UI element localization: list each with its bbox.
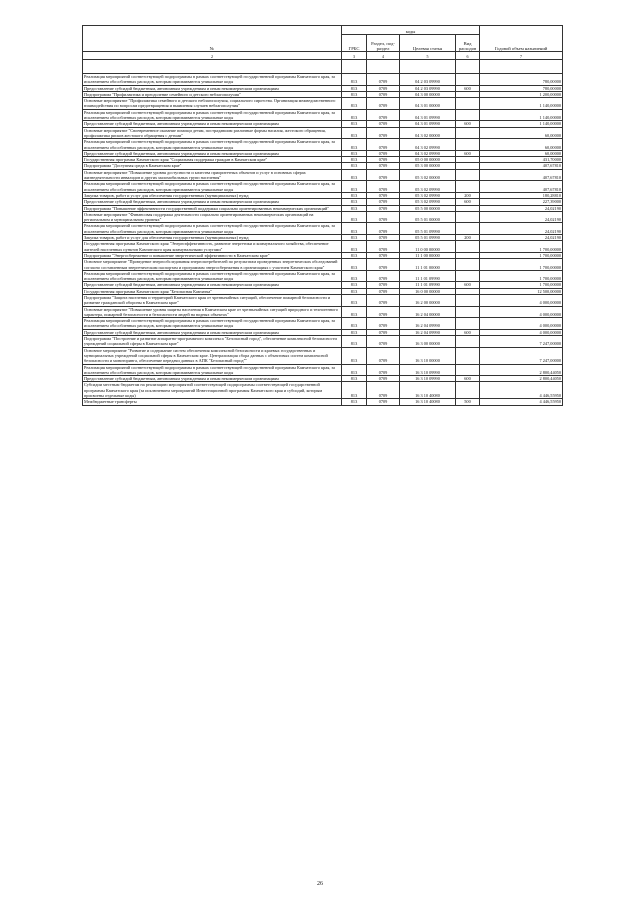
row-amount-cell: 24,02190: [480, 205, 563, 211]
row-target-cell: 16 3 10 00000: [400, 347, 456, 364]
row-target-cell: 05 5 01 00000: [400, 211, 456, 223]
row-expense-type-cell: [456, 318, 480, 330]
row-section-cell: 0709: [367, 294, 400, 306]
row-grbs-cell: 813: [342, 181, 367, 193]
row-section-cell: 0709: [367, 205, 400, 211]
row-amount-cell: 60,00000: [480, 127, 563, 139]
row-target-cell: 11 1 01 09990: [400, 282, 456, 288]
spacer-row: [83, 60, 563, 74]
row-section-cell: 0709: [367, 347, 400, 364]
row-grbs-cell: 813: [342, 91, 367, 97]
row-grbs-cell: 813: [342, 192, 367, 198]
row-grbs-cell: 813: [342, 127, 367, 139]
header-number: №: [83, 26, 342, 52]
row-amount-cell: 2 800,44050: [480, 376, 563, 382]
row-amount-cell: 1 140,00000: [480, 121, 563, 127]
row-section-cell: 0709: [367, 270, 400, 282]
row-amount-cell: 1 140,00000: [480, 109, 563, 121]
row-name-cell: Подпрограмма "Доступная среда в Камчатском крае": [83, 163, 342, 169]
row-target-cell: 05 3 02 00000: [400, 169, 456, 181]
row-expense-type-cell: [456, 347, 480, 364]
row-name-cell: Предоставление субсидий бюджетным, автономным учреждениям и иным некоммерческим организациям: [83, 376, 342, 382]
row-target-cell: 16 2 04 09990: [400, 329, 456, 335]
row-target-cell: 05 3 02 09990: [400, 199, 456, 205]
row-amount-cell: 780,00000: [480, 85, 563, 91]
row-expense-type-cell: [456, 211, 480, 223]
row-name-cell: Реализация мероприятий соответствующей подпрограммы в рамках соответствующей государственной программы Камчатского края, за исключением обособленных расходов, которым присваиваются уникальные коды: [83, 139, 342, 151]
row-section-cell: 0709: [367, 127, 400, 139]
table-row: [83, 336, 563, 348]
row-amount-cell: 4 446,55950: [480, 382, 563, 399]
row-expense-type-cell: [456, 139, 480, 151]
row-target-cell: 04 3 02 09990: [400, 150, 456, 156]
row-amount-cell: 780,00000: [480, 74, 563, 86]
budget-table: [82, 25, 563, 406]
row-name-cell: Предоставление субсидий бюджетным, автономным учреждениям и иным некоммерческим организациям: [83, 329, 342, 335]
table-row: [83, 139, 563, 151]
row-section-cell: 0709: [367, 235, 400, 241]
row-amount-cell: 1 700,00000: [480, 241, 563, 253]
row-amount-cell: 407,67810: [480, 163, 563, 169]
row-grbs-cell: 813: [342, 205, 367, 211]
row-section-cell: 0709: [367, 121, 400, 127]
row-name-cell: Основные мероприятие "Повышение уровня доступности и качества приоритетных объектов и услуг в основных сферах жизнедеятельности инвалидов и других маломобильных групп населения": [83, 169, 342, 181]
row-grbs-cell: 813: [342, 241, 367, 253]
header-row: [83, 26, 563, 35]
table-row: [83, 318, 563, 330]
row-section-cell: 0709: [367, 85, 400, 91]
row-target-cell: 16 2 04 09990: [400, 318, 456, 330]
header-section: Раздел, под-раздел: [367, 35, 400, 52]
row-target-cell: 04 3 02 09990: [400, 139, 456, 151]
row-section-cell: 0709: [367, 98, 400, 110]
row-amount-cell: 1 700,00000: [480, 282, 563, 288]
row-grbs-cell: 813: [342, 399, 367, 405]
row-grbs-cell: 813: [342, 282, 367, 288]
row-amount-cell: 407,67810: [480, 169, 563, 181]
row-grbs-cell: 813: [342, 252, 367, 258]
table-row: [83, 306, 563, 318]
row-target-cell: 05 3 02 09990: [400, 181, 456, 193]
row-grbs-cell: 813: [342, 157, 367, 163]
row-name-cell: Реализация мероприятий соответствующей подпрограммы в рамках соответствующей государственной программы Камчатского края, за исключением обособленных расходов, которым присваиваются уникальные коды: [83, 364, 342, 376]
row-target-cell: 16 3 10 40080: [400, 399, 456, 405]
row-name-cell: Государственная программа Камчатского края "Социальная поддержка граждан в Камчатском крае": [83, 157, 342, 163]
row-section-cell: 0709: [367, 150, 400, 156]
row-name-cell: Закупка товаров, работ и услуг для обеспечения государственных (муниципальных) нужд: [83, 235, 342, 241]
row-name-cell: Подпрограмма "Энергосбережение и повышение энергетической эффективности в Камчатском крае": [83, 252, 342, 258]
row-expense-type-cell: 200: [456, 235, 480, 241]
row-expense-type-cell: 600: [456, 329, 480, 335]
row-grbs-cell: 813: [342, 347, 367, 364]
table-row: [83, 347, 563, 364]
column-index-row: [83, 52, 563, 60]
row-section-cell: 0709: [367, 199, 400, 205]
table-row: [83, 169, 563, 181]
row-section-cell: 0709: [367, 109, 400, 121]
row-target-cell: 04 2 03 09990: [400, 74, 456, 86]
row-name-cell: Подпрограмма "Защита населения и территорий Камчатского края от чрезвычайных ситуаций, обеспечение пожарной безопасности и развитие гражданской обороны в Камчатском крае": [83, 294, 342, 306]
row-section-cell: 0709: [367, 74, 400, 86]
row-expense-type-cell: 600: [456, 121, 480, 127]
row-grbs-cell: 813: [342, 150, 367, 156]
row-expense-type-cell: [456, 336, 480, 348]
row-expense-type-cell: [456, 241, 480, 253]
row-grbs-cell: 813: [342, 169, 367, 181]
row-amount-cell: 1 140,00000: [480, 98, 563, 110]
row-expense-type-cell: 200: [456, 192, 480, 198]
row-expense-type-cell: [456, 74, 480, 86]
page-number: 26: [317, 881, 323, 887]
row-expense-type-cell: 600: [456, 199, 480, 205]
row-name-cell: Подпрограмма "Построение и развитие аппаратно-программного комплекса "Безопасный город", обеспечение комплексной безопасности учреждений социальной сферы в Камчатском крае": [83, 336, 342, 348]
row-amount-cell: 1 700,00000: [480, 259, 563, 271]
table-body: [83, 74, 563, 406]
row-grbs-cell: 813: [342, 121, 367, 127]
row-grbs-cell: 813: [342, 306, 367, 318]
row-expense-type-cell: [456, 382, 480, 399]
row-expense-type-cell: [456, 109, 480, 121]
column-index: 6: [456, 52, 480, 60]
row-expense-type-cell: 600: [456, 376, 480, 382]
row-grbs-cell: 813: [342, 259, 367, 271]
row-grbs-cell: 813: [342, 199, 367, 205]
row-name-cell: Реализация мероприятий соответствующей подпрограммы в рамках соответствующей государственной программы Камчатского края, за исключением обособленных расходов, которым присваиваются уникальные коды: [83, 181, 342, 193]
row-expense-type-cell: [456, 294, 480, 306]
row-grbs-cell: 813: [342, 85, 367, 91]
table-row: [83, 270, 563, 282]
row-grbs-cell: 813: [342, 223, 367, 235]
row-target-cell: 04 3 01 00000: [400, 98, 456, 110]
row-section-cell: 0709: [367, 181, 400, 193]
row-name-cell: Государственная программа Камчатского края "Безопасная Камчатка": [83, 288, 342, 294]
row-target-cell: 16 2 04 00000: [400, 306, 456, 318]
table-row: [83, 127, 563, 139]
row-name-cell: Предоставление субсидий бюджетным, автономным учреждениям и иным некоммерческим организациям: [83, 85, 342, 91]
table-row: [83, 399, 563, 405]
row-amount-cell: 60,00000: [480, 139, 563, 151]
row-grbs-cell: 813: [342, 109, 367, 121]
table-row: [83, 223, 563, 235]
row-amount-cell: 7 247,00000: [480, 336, 563, 348]
table-row: [83, 109, 563, 121]
row-amount-cell: 431,70000: [480, 157, 563, 163]
row-target-cell: 11 1 01 00000: [400, 259, 456, 271]
row-grbs-cell: 813: [342, 74, 367, 86]
row-target-cell: 16 2 00 00000: [400, 294, 456, 306]
row-name-cell: Предоставление субсидий бюджетным, автономным учреждениям и иным некоммерческим организациям: [83, 150, 342, 156]
row-name-cell: Межбюджетные трансферты: [83, 399, 342, 405]
row-amount-cell: 1 700,00000: [480, 270, 563, 282]
row-section-cell: 0709: [367, 288, 400, 294]
header-grbs: ГРБС: [342, 35, 367, 52]
row-target-cell: 16 0 00 00000: [400, 288, 456, 294]
row-amount-cell: 12 500,00000: [480, 288, 563, 294]
row-grbs-cell: 813: [342, 235, 367, 241]
row-section-cell: 0709: [367, 399, 400, 405]
row-expense-type-cell: [456, 364, 480, 376]
row-grbs-cell: 813: [342, 211, 367, 223]
row-expense-type-cell: [456, 259, 480, 271]
header-amount: Годовой объем назначений: [480, 26, 563, 52]
row-name-cell: Предоставление субсидий бюджетным, автономным учреждениям и иным некоммерческим организациям: [83, 199, 342, 205]
row-amount-cell: 4 000,00000: [480, 318, 563, 330]
row-section-cell: 0709: [367, 169, 400, 181]
row-grbs-cell: 813: [342, 376, 367, 382]
row-grbs-cell: 813: [342, 139, 367, 151]
header-expense-type: Вид расходов: [456, 35, 480, 52]
header-target: Целевая статья: [400, 35, 456, 52]
row-name-cell: Реализация мероприятий соответствующей подпрограммы в рамках соответствующей государственной программы Камчатского края, за исключением обособленных расходов, которым присваиваются уникальные коды: [83, 109, 342, 121]
row-target-cell: 04 3 01 09990: [400, 109, 456, 121]
table-row: [83, 364, 563, 376]
row-section-cell: 0709: [367, 382, 400, 399]
table-row: [83, 294, 563, 306]
table-row: [83, 98, 563, 110]
row-amount-cell: 407,67810: [480, 181, 563, 193]
row-name-cell: Подпрограмма "Профилактика и преодоление семейного и детского неблагополучия": [83, 91, 342, 97]
row-name-cell: Предоставление субсидий бюджетным, автономным учреждениям и иным некоммерческим организациям: [83, 282, 342, 288]
row-target-cell: 11 0 00 00000: [400, 241, 456, 253]
row-amount-cell: 4 446,55950: [480, 399, 563, 405]
row-grbs-cell: 813: [342, 382, 367, 399]
row-grbs-cell: 813: [342, 364, 367, 376]
row-name-cell: Подпрограмма "Повышение эффективности государственной поддержки социально ориентированных некоммерческих организаций": [83, 205, 342, 211]
row-amount-cell: 24,02190: [480, 211, 563, 223]
row-target-cell: 05 3 02 09990: [400, 192, 456, 198]
row-name-cell: Реализация мероприятий соответствующей подпрограммы в рамках соответствующей государственной программы Камчатского края, за исключением обособленных расходов, которым присваиваются уникальные коды: [83, 74, 342, 86]
row-expense-type-cell: [456, 223, 480, 235]
column-index: 3: [342, 52, 367, 60]
row-target-cell: 04 2 03 09990: [400, 85, 456, 91]
row-name-cell: Субсидии местным бюджетам на реализацию мероприятий соответствующей подпрограммы соответствующей государственной программы Камчатского края (за исключением мероприятий Инвестиционной программы Камчатского края и субсидий, которым присвоены отдельные коды): [83, 382, 342, 399]
row-amount-cell: 4 000,00000: [480, 294, 563, 306]
row-section-cell: 0709: [367, 329, 400, 335]
table-row: [83, 259, 563, 271]
table-row: [83, 74, 563, 86]
row-section-cell: 0709: [367, 192, 400, 198]
row-section-cell: 0709: [367, 157, 400, 163]
row-grbs-cell: 813: [342, 270, 367, 282]
row-grbs-cell: 813: [342, 336, 367, 348]
column-index: 4: [367, 52, 400, 60]
header-codes: коды: [342, 26, 480, 35]
row-amount-cell: 60,00000: [480, 150, 563, 156]
row-grbs-cell: 813: [342, 294, 367, 306]
row-expense-type-cell: [456, 270, 480, 282]
row-amount-cell: 7 247,00000: [480, 347, 563, 364]
table-row: [83, 382, 563, 399]
row-target-cell: 05 5 01 09990: [400, 223, 456, 235]
row-grbs-cell: 813: [342, 98, 367, 110]
row-target-cell: 05 5 01 09990: [400, 235, 456, 241]
row-target-cell: 16 3 10 09990: [400, 364, 456, 376]
row-amount-cell: 227,39000: [480, 199, 563, 205]
row-amount-cell: 1 200,00000: [480, 91, 563, 97]
column-index: 7: [480, 52, 563, 60]
row-name-cell: Реализация мероприятий соответствующей подпрограммы в рамках соответствующей государственной программы Камчатского края, за исключением обособленных расходов, которым присваиваются уникальные коды: [83, 270, 342, 282]
row-grbs-cell: 813: [342, 288, 367, 294]
row-target-cell: 16 3 10 40080: [400, 382, 456, 399]
row-expense-type-cell: 500: [456, 399, 480, 405]
column-index: 2: [83, 52, 342, 60]
row-expense-type-cell: [456, 98, 480, 110]
row-amount-cell: 4 000,00000: [480, 306, 563, 318]
row-amount-cell: 24,02190: [480, 235, 563, 241]
row-section-cell: 0709: [367, 211, 400, 223]
row-target-cell: 05 0 00 00000: [400, 157, 456, 163]
row-name-cell: Закупка товаров, работ и услуг для обеспечения государственных (муниципальных) нужд: [83, 192, 342, 198]
row-name-cell: Основные мероприятие "Профилактика семейного и детского неблагополучия, социального сиротства. Организация межведомственного взаимодействия по вопросам предотвращения и выявления случаев неблагополучия": [83, 98, 342, 110]
row-expense-type-cell: 600: [456, 282, 480, 288]
row-expense-type-cell: [456, 306, 480, 318]
row-target-cell: 04 3 00 00000: [400, 91, 456, 97]
row-target-cell: 16 3 00 00000: [400, 336, 456, 348]
row-section-cell: 0709: [367, 241, 400, 253]
row-target-cell: 11 1 00 00000: [400, 252, 456, 258]
row-section-cell: 0709: [367, 259, 400, 271]
row-name-cell: Государственная программа Камчатского края "Энергоэффективность, развитие энергетики и коммунального хозяйства, обеспечение жителей населенных пунктов Камчатского края коммунальными услугами": [83, 241, 342, 253]
row-grbs-cell: 813: [342, 329, 367, 335]
row-target-cell: 11 1 01 09990: [400, 270, 456, 282]
row-name-cell: Основное мероприятие "Развитие и содержание систем обеспечения комплексной безопасности и краевых государственных и муниципальных учреждений социальной сферы в Камчатском крае. Централизация сбора данных с объектовых систем комплексной безопасности и мониторинга, обеспечение передачи данных в АПК "Безопасный город"": [83, 347, 342, 364]
table-row: [83, 241, 563, 253]
row-target-cell: 05 3 00 00000: [400, 163, 456, 169]
row-section-cell: 0709: [367, 336, 400, 348]
row-name-cell: Основные мероприятие "Повышение уровня защиты населения в Камчатском крае от чрезвычайных ситуаций природного и техногенного характера, пожарной безопасности и безопасности людей на водных объектах": [83, 306, 342, 318]
row-section-cell: 0709: [367, 252, 400, 258]
column-index: 5: [400, 52, 456, 60]
row-expense-type-cell: 600: [456, 150, 480, 156]
row-amount-cell: 180,28810: [480, 192, 563, 198]
row-section-cell: 0709: [367, 91, 400, 97]
row-expense-type-cell: 600: [456, 85, 480, 91]
row-amount-cell: 4 000,00000: [480, 329, 563, 335]
row-grbs-cell: 813: [342, 163, 367, 169]
row-section-cell: 0709: [367, 282, 400, 288]
row-name-cell: Реализация мероприятий соответствующей подпрограммы в рамках соответствующей государственной программы Камчатского края, за исключением обособленных расходов, которым присваиваются уникальные коды: [83, 223, 342, 235]
row-grbs-cell: 813: [342, 318, 367, 330]
row-amount-cell: 1 700,00000: [480, 252, 563, 258]
row-target-cell: 16 3 10 09990: [400, 376, 456, 382]
row-name-cell: Основные мероприятие "Финансовая поддержка деятельности социально ориентированных некоммерческих организаций на региональном и муниципальном уровнях": [83, 211, 342, 223]
row-section-cell: 0709: [367, 364, 400, 376]
row-section-cell: 0709: [367, 139, 400, 151]
row-amount-cell: 24,02190: [480, 223, 563, 235]
table-row: [83, 181, 563, 193]
row-target-cell: 04 3 02 00000: [400, 127, 456, 139]
row-target-cell: 04 3 01 09990: [400, 121, 456, 127]
row-section-cell: 0709: [367, 318, 400, 330]
row-target-cell: 05 5 00 00000: [400, 205, 456, 211]
row-name-cell: Реализация мероприятий соответствующей подпрограммы в рамках соответствующей государственной программы Камчатского края, за исключением обособленных расходов, которым присваиваются уникальные коды: [83, 318, 342, 330]
row-name-cell: Основное мероприятие "Проведение энергообследования энергопотребителей по результатам проведенных энергетических обследований согласно составленным энергетическим паспортам и программам энергосбережения в организациях с участием Камчатского края": [83, 259, 342, 271]
row-expense-type-cell: [456, 127, 480, 139]
row-amount-cell: 2 800,44050: [480, 364, 563, 376]
row-expense-type-cell: [456, 181, 480, 193]
row-section-cell: 0709: [367, 376, 400, 382]
row-name-cell: Основные мероприятие "Своевременное оказание помощи детям, пострадавшим различные формы насилия, жестокого обращения, профилактика рисков жестокого обращения с детьми": [83, 127, 342, 139]
row-section-cell: 0709: [367, 306, 400, 318]
row-section-cell: 0709: [367, 163, 400, 169]
row-name-cell: Предоставление субсидий бюджетным, автономным учреждениям и иным некоммерческим организациям: [83, 121, 342, 127]
row-expense-type-cell: [456, 169, 480, 181]
row-section-cell: 0709: [367, 223, 400, 235]
table-row: [83, 211, 563, 223]
